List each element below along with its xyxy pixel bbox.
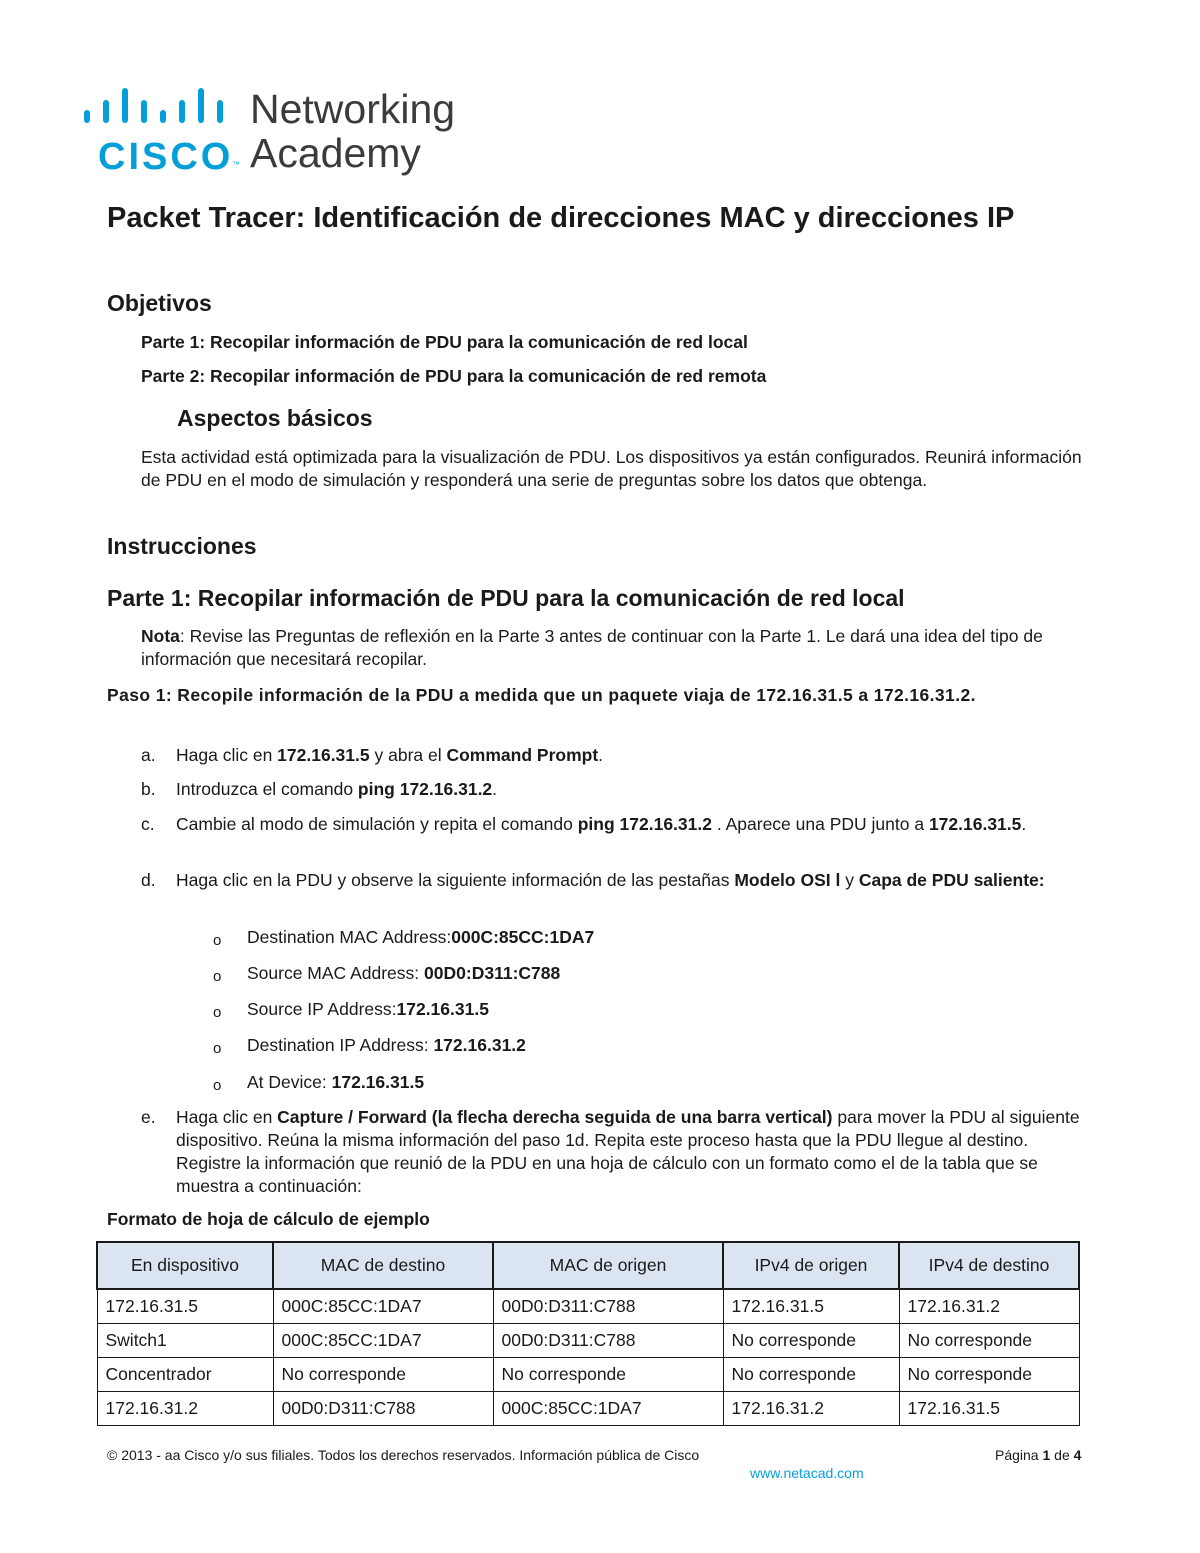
table-cell: No corresponde <box>899 1324 1079 1358</box>
page-label: Página <box>995 1447 1043 1463</box>
step-command: ping 172.16.31.2 <box>577 814 712 834</box>
step-command-prompt: Command Prompt <box>446 745 599 765</box>
pdu-info-value: 172.16.31.2 <box>433 1035 526 1055</box>
table-cell: Concentrador <box>97 1358 273 1392</box>
step-ip: 172.16.31.5 <box>928 814 1022 834</box>
step-command: ping 172.16.31.2 <box>357 779 493 799</box>
list-marker: a. <box>141 745 156 765</box>
step-text: Cambie al modo de simulación y repita el comando <box>176 814 578 834</box>
step-text: Haga clic en la PDU y observe la siguiente información de las pestañas <box>176 870 735 890</box>
background-paragraph: Esta actividad está optimizada para la visualización de PDU. Los dispositivos ya están configurados. Reunirá información de PDU en el modo de simulación y responderá una serie de preguntas sobre los datos que obtenga. <box>141 447 1082 490</box>
table-cell: 00D0:D311:C788 <box>493 1324 723 1358</box>
step-text: . <box>1021 814 1027 834</box>
table-cell: No corresponde <box>723 1324 899 1358</box>
table-cell: No corresponde <box>899 1358 1079 1392</box>
pdu-info-label: Source MAC Address: <box>247 963 425 983</box>
table-cell: 172.16.31.2 <box>97 1392 273 1426</box>
table-cell: 172.16.31.2 <box>899 1289 1079 1324</box>
table-cell: 172.16.31.5 <box>723 1289 899 1324</box>
tab-name: Modelo OSI l <box>734 870 841 890</box>
list-marker: c. <box>141 814 155 834</box>
pdu-info-label: Destination MAC Address: <box>247 927 452 947</box>
objectives-heading: Objetivos <box>107 290 212 316</box>
table-cell: 000C:85CC:1DA7 <box>493 1392 723 1426</box>
note-text: : Revise las Preguntas de reflexión en la Parte 3 antes de continuar con la Parte 1. Le dará una idea del tipo de información que necesitará recopilar. <box>141 626 1043 669</box>
objective-item: Parte 1: Recopilar información de PDU para la comunicación de red local <box>141 332 748 352</box>
page-current: 1 <box>1042 1447 1051 1463</box>
table-cell: 000C:85CC:1DA7 <box>273 1324 493 1358</box>
objective-item: Parte 2: Recopilar información de PDU para la comunicación de red remota <box>141 366 767 386</box>
table-row <box>97 1324 1079 1358</box>
list-marker: e. <box>141 1107 156 1127</box>
list-marker: b. <box>141 779 156 799</box>
pdu-info-label: At Device: <box>247 1072 332 1092</box>
sub-bullet: o <box>213 968 222 985</box>
step-text: Haga clic en <box>176 745 278 765</box>
part1-heading: Parte 1: Recopilar información de PDU para la comunicación de red local <box>107 585 905 611</box>
table-header-row <box>97 1242 1079 1289</box>
cisco-bridge-icon <box>84 86 234 132</box>
background-heading: Aspectos básicos <box>177 405 373 431</box>
step-text: Introduzca el comando <box>176 779 358 799</box>
table-header-cell: IPv4 de destino <box>899 1242 1079 1289</box>
instructions-heading: Instrucciones <box>107 533 257 559</box>
table-cell: 172.16.31.2 <box>723 1392 899 1426</box>
step-text: . <box>598 745 604 765</box>
pdu-info-value: 172.16.31.5 <box>331 1072 425 1092</box>
logo-networking-text: Networking <box>250 86 456 132</box>
note-label: Nota <box>141 626 180 646</box>
page-total: 4 <box>1073 1447 1082 1463</box>
table-cell: No corresponde <box>723 1358 899 1392</box>
note-paragraph <box>141 625 1091 671</box>
table-cell: 172.16.31.5 <box>97 1289 273 1324</box>
logo-academy-text: Academy <box>250 130 421 176</box>
table-cell: No corresponde <box>493 1358 723 1392</box>
pdu-info-label: Source IP Address: <box>247 999 397 1019</box>
step-text: . Aparece una PDU junto a <box>711 814 929 834</box>
netacad-link[interactable]: www.netacad.com <box>750 1465 864 1481</box>
pdu-spreadsheet-table <box>96 1241 1080 1426</box>
footer-page-number <box>995 1447 1081 1463</box>
tab-name: Capa de PDU saliente: <box>858 870 1045 890</box>
table-row <box>97 1358 1079 1392</box>
sub-bullet: o <box>213 932 222 949</box>
step1-heading: Paso 1: Recopile información de la PDU a medida que un paquete viaja de 172.16.31.5 a 172.16.31.2. <box>107 685 976 705</box>
step-ip: 172.16.31.5 <box>277 745 370 765</box>
pdu-info-label: Destination IP Address: <box>247 1035 434 1055</box>
table-header-cell: IPv4 de origen <box>723 1242 899 1289</box>
pdu-info-value: 000C:85CC:1DA7 <box>451 927 595 947</box>
page-of: de <box>1050 1447 1074 1463</box>
step-text: y abra el <box>369 745 447 765</box>
table-caption: Formato de hoja de cálculo de ejemplo <box>107 1209 430 1229</box>
table-cell: 00D0:D311:C788 <box>493 1289 723 1324</box>
table-cell: 000C:85CC:1DA7 <box>273 1289 493 1324</box>
pdu-info-value: 172.16.31.5 <box>396 999 489 1019</box>
step-text: . <box>492 779 498 799</box>
capture-forward-label: Capture / Forward (la flecha derecha seguida de una barra vertical) <box>277 1107 833 1127</box>
table-header-cell: En dispositivo <box>97 1242 273 1289</box>
table-header-cell: MAC de origen <box>493 1242 723 1289</box>
table-cell: No corresponde <box>273 1358 493 1392</box>
step-text: para mover la PDU al siguiente dispositivo. Reúna la misma información del paso 1d. Repita este proceso hasta que la PDU llegue al destino. Registre la información que reunió de la PDU en una hoja de cálculo con un formato como el de la tabla que se muestra a continuación: <box>176 1107 1080 1196</box>
sub-bullet: o <box>213 1004 222 1021</box>
footer-copyright: © 2013 - aa Cisco y/o sus filiales. Todos los derechos reservados. Información pública de Cisco <box>107 1447 700 1463</box>
trademark-mark: ™ <box>232 160 240 169</box>
table-cell: 00D0:D311:C788 <box>273 1392 493 1426</box>
step-text: y <box>840 870 859 890</box>
table-row <box>97 1289 1079 1324</box>
cisco-networking-academy-logo <box>84 86 484 186</box>
step-text: Haga clic en <box>176 1107 278 1127</box>
list-marker: d. <box>141 870 156 890</box>
sub-bullet: o <box>213 1077 222 1094</box>
table-row <box>97 1392 1079 1426</box>
table-cell: 172.16.31.5 <box>899 1392 1079 1426</box>
page-title: Packet Tracer: Identificación de direcciones MAC y direcciones IP <box>107 202 1015 234</box>
table-cell: Switch1 <box>97 1324 273 1358</box>
cisco-wordmark: CISCO <box>98 136 234 178</box>
table-header-cell: MAC de destino <box>273 1242 493 1289</box>
sub-bullet: o <box>213 1040 222 1057</box>
pdu-info-value: 00D0:D311:C788 <box>424 963 561 983</box>
